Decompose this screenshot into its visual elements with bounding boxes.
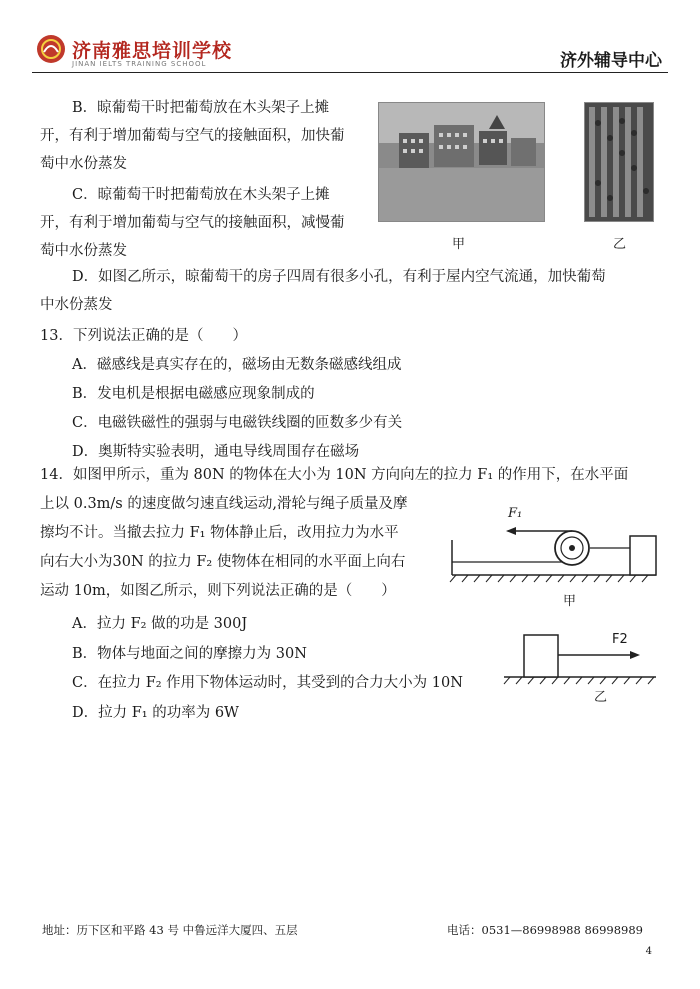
photo-a-caption: 甲 — [452, 237, 466, 252]
q14-option-a: A．拉力 F₂ 做的功是 300J — [72, 616, 248, 632]
q14-option-d: D．拉力 F₁ 的功率为 6W — [72, 705, 239, 721]
q12-option-b-line3: 萄中水份蒸发 — [40, 156, 127, 172]
school-name: 济南雅思培训学校 — [72, 40, 233, 62]
photo-b-caption: 乙 — [613, 237, 627, 252]
q12-option-d-line1: D．如图乙所示，晾葡萄干的房子四周有很多小孔，有利于屋内空气流通，加快葡萄 — [72, 269, 606, 285]
q14-stem-line3: 擦均不计。当撤去拉力 F₁ 物体静止后，改用拉力为水平 — [40, 525, 399, 541]
footer-phone: 电话：0531—86998988 86998989 — [447, 923, 643, 937]
q13-option-b: B．发电机是根据电磁感应现象制成的 — [72, 386, 315, 402]
diagram-a-caption: 甲 — [563, 594, 577, 609]
q13-option-c: C．电磁铁磁性的强弱与电磁铁线圈的匝数多少有关 — [72, 415, 403, 431]
school-logo-icon — [36, 34, 66, 64]
q12-option-c-line1: C．晾葡萄干时把葡萄放在木头架子上摊 — [72, 187, 330, 203]
grape-drying-photo-b — [584, 102, 654, 222]
footer-address: 地址：历下区和平路 43 号 中鲁远洋大厦四、五层 — [42, 923, 298, 937]
diagram-b-caption: 乙 — [594, 690, 608, 705]
school-name-english: JINAN IELTS TRAINING SCHOOL — [72, 60, 207, 68]
grape-drying-photo-a — [378, 102, 545, 222]
q14-stem-line4: 向右大小为30N 的拉力 F₂ 使物体在相同的水平面上向右 — [40, 554, 406, 570]
center-name: 济外辅导中心 — [560, 51, 662, 71]
force-diagram-b — [500, 625, 660, 695]
force-f1-label: F₁ — [508, 506, 523, 521]
q12-option-c-line2: 开，有利于增加葡萄与空气的接触面积，减慢葡 — [40, 215, 345, 231]
q14-stem-line2: 上以 0.3m/s 的速度做匀速直线运动,滑轮与绳子质量及摩 — [40, 496, 408, 512]
q13-option-d: D．奥斯特实验表明，通电导线周围存在磁场 — [72, 444, 360, 460]
q14-option-c: C．在拉力 F₂ 作用下物体运动时，其受到的合力大小为 10N — [72, 675, 463, 691]
q12-option-b-line2: 开，有利于增加葡萄与空气的接触面积，加快葡 — [40, 128, 345, 144]
q14-option-b: B．物体与地面之间的摩擦力为 30N — [72, 646, 307, 662]
force-f2-label: F2 — [612, 632, 628, 647]
q14-stem-line1: 14．如图甲所示，重为 80N 的物体在大小为 10N 方向向左的拉力 F₁ 的作用下，在水平面 — [40, 467, 629, 483]
q13-option-a: A．磁感线是真实存在的，磁场由无数条磁感线组成 — [72, 357, 402, 373]
q13-stem: 13．下列说法正确的是（ ） — [40, 328, 247, 344]
q12-option-d-line2: 中水份蒸发 — [40, 297, 113, 313]
q12-option-b-line1: B．晾葡萄干时把葡萄放在木头架子上摊 — [72, 100, 330, 116]
q12-option-c-line3: 萄中水份蒸发 — [40, 243, 127, 259]
page-number: 4 — [645, 946, 652, 957]
header-divider — [32, 72, 668, 73]
pulley-diagram-a — [448, 500, 660, 610]
q14-stem-line5: 运动 10m，如图乙所示，则下列说法正确的是（ ） — [40, 583, 396, 599]
